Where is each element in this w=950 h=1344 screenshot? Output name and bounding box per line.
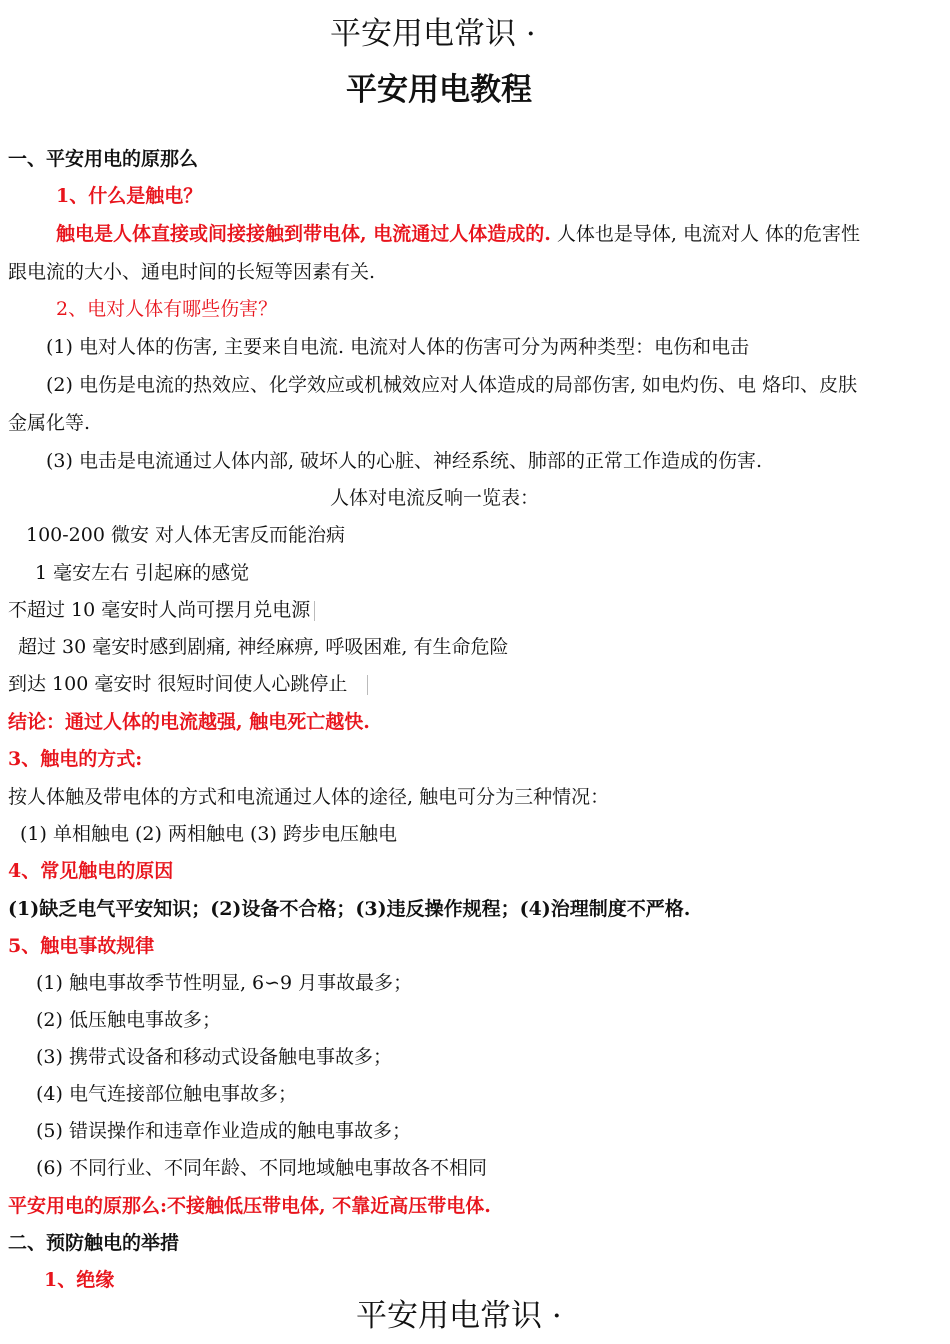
q2-para-2-cont: 金属化等. (8, 412, 91, 434)
q5-title: 5、触电事故规律 (8, 935, 155, 957)
page-title: 平安用电教程 (346, 72, 532, 108)
q1-title: 1、什么是触电？ (56, 185, 203, 207)
q2-title: 2、电对人体有哪些伤害？ (56, 298, 278, 320)
conclusion: 结论：通过人体的电流越强, 触电死亡越快. (8, 711, 370, 733)
safety-principle: 平安用电的原那么:不接触低压带电体, 不靠近高压带电体. (8, 1195, 491, 1217)
reaction-row: 超过 30 毫安时感到剧痛, 神经麻痹, 呼吸困难, 有生命危险 (18, 636, 509, 658)
q5-item: (3) 携带式设备和移动式设备触电事故多； (36, 1046, 392, 1068)
q5-item: (1) 触电事故季节性明显, 6∽9 月事故最多； (36, 972, 413, 994)
reaction-row: 1 毫安左右 引起麻的感觉 (35, 562, 250, 584)
reaction-row: 到达 100 毫安时 很短时间使人心跳停止 (8, 671, 368, 697)
reaction-table-title: 人体对电流反响一览表： (330, 487, 540, 509)
q5-item: (2) 低压触电事故多； (36, 1009, 221, 1031)
q5-item: (5) 错误操作和违章作业造成的触电事故多； (36, 1120, 411, 1142)
q2-para-2: (2) 电伤是电流的热效应、化学效应或机械效应对人体造成的局部伤害, 如电灼伤、电 烙印、皮肤 (46, 374, 858, 396)
reaction-row: 100-200 微安 对人体无害反而能治病 (26, 524, 346, 546)
running-header: 平安用电常识 · (330, 16, 536, 52)
q2-para-1: (1) 电对人体的伤害, 主要来自电流. 电流对人体的伤害可分为两种类型：电伤和电击 (46, 336, 750, 358)
q1-definition-line2: 跟电流的大小、通电时间的长短等因素有关. (8, 261, 376, 283)
q3-para-2: (1) 单相触电 (2) 两相触电 (3) 跨步电压触电 (20, 823, 397, 845)
section-heading-2: 二、预防触电的举措 (8, 1232, 180, 1254)
q4-para-1: (1)缺乏电气平安知识；(2)设备不合格；(3)违反操作规程；(4)治理制度不严格. (8, 898, 691, 920)
q5-item: (4) 电气连接部位触电事故多； (36, 1083, 297, 1105)
q1-definition-rest: 人体也是导体, 电流对人 体的危害性 (550, 223, 861, 245)
q3-para-1: 按人体触及带电体的方式和电流通过人体的途径, 触电可分为三种情况： (8, 786, 610, 808)
q1-definition-highlight: 触电是人体直接或间接接触到带电体, 电流通过人体造成的. (56, 223, 551, 245)
q1-definition (56, 221, 860, 247)
q5-item: (6) 不同行业、不同年龄、不同地域触电事故各不相同 (36, 1157, 487, 1179)
text-cursor-mark (367, 675, 368, 695)
prevention-item-1: 1、绝缘 (44, 1269, 115, 1291)
q2-para-3: (3) 电击是电流通过人体内部, 破坏人的心脏、神经系统、肺部的正常工作造成的伤害. (46, 450, 763, 472)
section-heading-1: 一、平安用电的原那么 (8, 148, 199, 170)
q3-title: 3、触电的方式: (8, 748, 143, 770)
reaction-row: 不超过 10 毫安时人尚可摆月兑电源 (8, 597, 315, 623)
running-footer: 平安用电常识 · (356, 1298, 562, 1334)
text-cursor-mark (314, 601, 315, 621)
q4-title: 4、常见触电的原因 (8, 860, 174, 882)
